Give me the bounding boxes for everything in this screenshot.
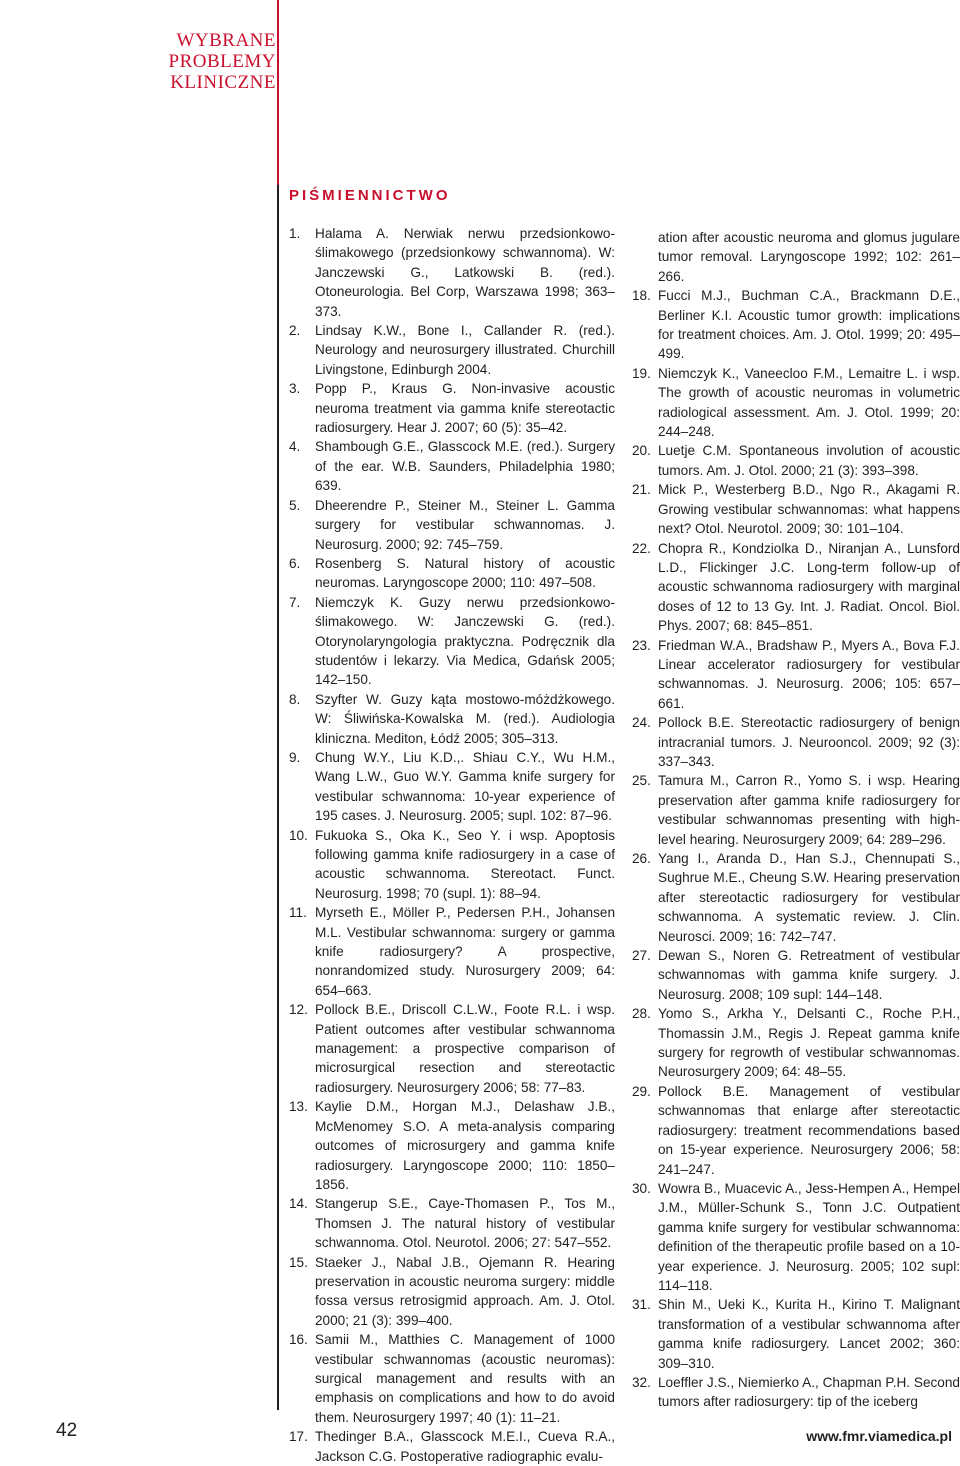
reference-number: 23. <box>632 637 651 653</box>
reference-item <box>632 1004 960 1082</box>
reference-text: Pollock B.E. Management of vestibular schwannomas that enlarge after stereotactic radiosurgery: treatment recommendations based on 15-year experience. Neurosurgery 2006; 58: 241–247. <box>658 1083 960 1177</box>
reference-text: Luetje C.M. Spontaneous involution of acoustic tumors. Am. J. Otol. 2000; 21 (3): 393–398. <box>658 443 960 478</box>
reference-number: 30. <box>632 1180 651 1196</box>
reference-number: 7. <box>289 594 301 610</box>
reference-item <box>289 826 615 904</box>
reference-number: 14. <box>289 1196 308 1212</box>
reference-item <box>289 379 615 437</box>
page-number: 42 <box>56 1420 78 1441</box>
column-divider <box>277 0 279 1410</box>
reference-number: 15. <box>289 1254 308 1270</box>
reference-item <box>289 593 615 690</box>
reference-number: 26. <box>632 851 651 866</box>
reference-number: 12. <box>289 1002 308 1018</box>
reference-item <box>289 554 615 593</box>
reference-item <box>632 539 960 636</box>
reference-text: Shin M., Ueki K., Kurita H., Kirino T. Malignant transformation of a vestibular schwannoma after gamma knife radiosurgery. Lancet 2002; 360: 309–310. <box>658 1297 960 1371</box>
reference-item <box>289 1000 615 1097</box>
reference-text: Samii M., Matthies C. Management of 1000 vestibular schwannomas (acoustic neuromas): surgical management and results with an emphasis on complications and how to do avoid them. Neurosurgery 1997; 40 (1): 11–21. <box>315 1332 615 1425</box>
reference-number: 13. <box>289 1099 308 1115</box>
reference-text: Myrseth E., Möller P., Pedersen P.H., Johansen M.L. Vestibular schwannoma: surgery or gamma knife radiosurgery? A prospective, nonrandomized study. Nurosurgery 2009; 64: 654–663. <box>315 905 615 998</box>
reference-text: Pollock B.E. Stereotactic radiosurgery of benign intracranial tumors. J. Neurooncol. 2009; 92 (3): 337–343. <box>658 715 960 769</box>
reference-text: Niemczyk K. Guzy nerwu przedsionkowo-ślimakowego. W: Janczewski G. (red.). Otorynolaryngologia praktyczna. Podręcznik dla studentów i lekarzy. Via Medica, Gdańsk 2005; 142–150. <box>315 594 615 688</box>
reference-number: 19. <box>632 365 651 381</box>
reference-item <box>632 480 960 538</box>
reference-number: 29. <box>632 1083 651 1099</box>
reference-number: 16. <box>289 1332 308 1348</box>
reference-number: 3. <box>289 381 301 397</box>
reference-number: 31. <box>632 1297 651 1313</box>
reference-text: Yang I., Aranda D., Han S.J., Chennupati S., Sughrue M.E., Cheung S.W. Hearing preservation after stereotactic radiosurgery for vestibular schwannoma. A systematic review. J. Clin. Neurosci. 2009; 16: 742–747. <box>658 851 960 944</box>
references-right-column <box>632 228 960 1412</box>
section-title <box>0 30 276 93</box>
reference-item <box>632 849 960 946</box>
reference-text: Dheerendre P., Steiner M., Steiner L. Gamma surgery for vestibular schwannomas. J. Neurosurg. 2000; 92: 745–759. <box>315 497 615 552</box>
reference-text: Popp P., Kraus G. Non-invasive acoustic neuroma treatment via gamma knife stereotactic radiosurgery. Hear J. 2007; 60 (5): 35–42. <box>315 381 615 436</box>
section-title-line-2: PROBLEMY <box>168 51 276 72</box>
reference-text: Chung W.Y., Liu K.D.,. Shiau C.Y., Wu H.M., Wang L.W., Guo W.Y. Gamma knife surgery for vestibular schwannoma: 10-year experience of 195 cases. J. Neurosurg. 2005; supl. 102: 87–96. <box>315 749 615 824</box>
reference-number: 22. <box>632 540 651 556</box>
reference-number: 18. <box>632 288 651 304</box>
section-title-line-3: KLINICZNE <box>170 72 276 93</box>
reference-item <box>632 364 960 442</box>
reference-item <box>289 748 615 826</box>
reference-text: Pollock B.E., Driscoll C.L.W., Foote R.L. i wsp. Patient outcomes after vestibular schwannoma management: a prospective comparison of microsurgical resection and stereotactic radiosurgery. Neurosurgery 2006; 58: 77–83. <box>315 1002 615 1095</box>
reference-item <box>289 437 615 495</box>
reference-text: Thedinger B.A., Glasscock M.E.I., Cueva R.A., Jackson C.G. Postoperative radiographic evalu- <box>315 1429 615 1464</box>
reference-number: 25. <box>632 773 651 789</box>
reference-item <box>632 1179 960 1295</box>
reference-text: Fukuoka S., Oka K., Seo Y. i wsp. Apoptosis following gamma knife radiosurgery in a case of acoustic schwannoma. Stereotact. Funct. Neurosurg. 1998; 70 (supl. 1): 88–94. <box>315 827 615 901</box>
reference-text: Fucci M.J., Buchman C.A., Brackmann D.E., Berliner K.I. Acoustic tumor growth: implications for treatment choices. Am. J. Otol. 1999; 20: 495–499. <box>658 288 960 362</box>
reference-number: 5. <box>289 497 301 513</box>
reference-item <box>289 1253 615 1331</box>
reference-number: 27. <box>632 948 651 964</box>
reference-item <box>289 1194 615 1252</box>
reference-item <box>632 1295 960 1373</box>
reference-text: Chopra R., Kondziolka D., Niranjan A., Lunsford L.D., Flickinger J.C. Long-term follow-up of acoustic schwannoma radiosurgery with marginal doses of 12 to 13 Gy. Int. J. Radiat. Oncol. Biol. Phys. 2007; 68: 845–851. <box>658 540 960 634</box>
reference-text: Loeffler J.S., Niemierko A., Chapman P.H. Second tumors after radiosurgery: tip of the iceberg <box>658 1374 960 1410</box>
reference-text: Stangerup S.E., Caye-Thomasen P., Tos M., Thomsen J. The natural history of vestibular schwannoma. Otol. Neurotol. 2006; 27: 547–552. <box>315 1196 615 1251</box>
reference-number: 4. <box>289 439 301 455</box>
reference-number: 6. <box>289 555 301 571</box>
reference-number: 11. <box>289 905 307 921</box>
reference-number: 1. <box>289 226 301 241</box>
reference-text: Staeker J., Nabal J.B., Ojemann R. Hearing preservation in acoustic neuroma surgery: middle fossa versus retrosigmid approach. Am. J. Otol. 2000; 21 (3): 399–400. <box>315 1254 615 1328</box>
reference-number: 20. <box>632 443 651 459</box>
section-title-line-1: WYBRANE <box>176 30 276 51</box>
reference-number: 24. <box>632 715 651 731</box>
reference-text: Dewan S., Noren G. Retreatment of vestibular schwannomas with gamma knife surgery. J. Neurosurg. 2008; 109 supl: 144–148. <box>658 948 960 1002</box>
reference-number: 8. <box>289 691 301 707</box>
reference-item <box>632 713 960 771</box>
reference-number: 2. <box>289 323 301 339</box>
reference-item <box>289 1330 615 1427</box>
reference-item <box>632 286 960 364</box>
reference-item <box>289 690 615 748</box>
reference-text: Yomo S., Arkha Y., Delsanti C., Roche P.H., Thomassin J.M., Regis J. Repeat gamma knife surgery for regrowth of vestibular schwannomas. Neurosurgery 2009; 64: 48–55. <box>658 1006 960 1080</box>
reference-item <box>632 1082 960 1179</box>
reference-text: Rosenberg S. Natural history of acoustic neuromas. Laryngoscope 2000; 110: 497–508. <box>315 555 615 591</box>
reference-text: Halama A. Nerwiak nerwu przedsionkowo-ślimakowego (przedsionkowy schwannoma). W: Janczewski G., Latkowski B. (red.). Otoneurologia. Bel Corp, Warszawa 1998; 363–373. <box>315 226 615 319</box>
reference-item <box>289 321 615 379</box>
reference-number: 17. <box>289 1429 308 1445</box>
reference-number: 21. <box>632 482 651 498</box>
reference-item <box>289 496 615 554</box>
reference-number: 10. <box>289 827 308 843</box>
reference-text: Tamura M., Carron R., Yomo S. i wsp. Hearing preservation after gamma knife radiosurgery for vestibular schwannomas presenting with high-level hearing. Neurosurgery 2009; 64: 289–296. <box>658 773 960 847</box>
reference-text: Mick P., Westerberg B.D., Ngo R., Akagami R. Growing vestibular schwannomas: what happens next? Otol. Neurotol. 2009; 30: 101–104. <box>658 482 960 537</box>
reference-text: Wowra B., Muacevic A., Jess-Hempen A., Hempel J.M., Müller-Schunk S., Tonn J.C. Outpatient gamma knife surgery for vestibular schwannoma: definition of the therapeutic profile based on a 10-year experience. J. Neurosurg. 2005; 102 supl: 114–118. <box>658 1180 960 1293</box>
references-left-column <box>289 224 615 1466</box>
reference-item <box>289 224 615 321</box>
reference-item <box>632 441 960 480</box>
website-url: www.fmr.viamedica.pl <box>806 1428 952 1444</box>
reference-text: Niemczyk K., Vaneecloo F.M., Lemaitre L. i wsp. The growth of acoustic neuromas in volumetric radiological assessment. Am. J. Otol. 1999; 20: 244–248. <box>658 365 960 440</box>
references-heading: PIŚMIENNICTWO <box>289 187 451 204</box>
reference-text: Szyfter W. Guzy kąta mostowo-móżdżkowego. W: Śliwińska-Kowalska M. (red.). Audiologia kliniczna. Mediton, Łódź 2005; 305–313. <box>315 691 615 746</box>
reference-item <box>289 1097 615 1194</box>
reference-text: Kaylie D.M., Horgan M.J., Delashaw J.B., McMenomey S.O. A meta-analysis comparing outcomes of microsurgery and gamma knife radiosurgery. Laryngoscope 2000; 110: 1850–1856. <box>315 1099 615 1192</box>
reference-item <box>632 636 960 714</box>
reference-continuation: ation after acoustic neuroma and glomus jugulare tumor removal. Laryngoscope 1992; 102: 261–266. <box>658 230 960 284</box>
reference-item <box>632 1373 960 1412</box>
reference-text: Shambough G.E., Glasscock M.E. (red.). Surgery of the ear. W.B. Saunders, Philadelphia 1980; 639. <box>315 439 615 494</box>
reference-number: 28. <box>632 1006 651 1022</box>
reference-text: Friedman W.A., Bradshaw P., Myers A., Bova F.J. Linear accelerator radiosurgery for vestibular schwannomas. J. Neurosurg. 2006; 105: 657–661. <box>658 637 960 711</box>
reference-number: 32. <box>632 1374 651 1390</box>
reference-item <box>289 903 615 1000</box>
column-divider-accent <box>277 0 279 185</box>
reference-item <box>632 771 960 849</box>
reference-text: Lindsay K.W., Bone I., Callander R. (red.). Neurology and neurosurgery illustrated. Churchill Livingstone, Edinburgh 2004. <box>315 323 615 377</box>
reference-number: 9. <box>289 749 301 765</box>
reference-item <box>632 946 960 1004</box>
